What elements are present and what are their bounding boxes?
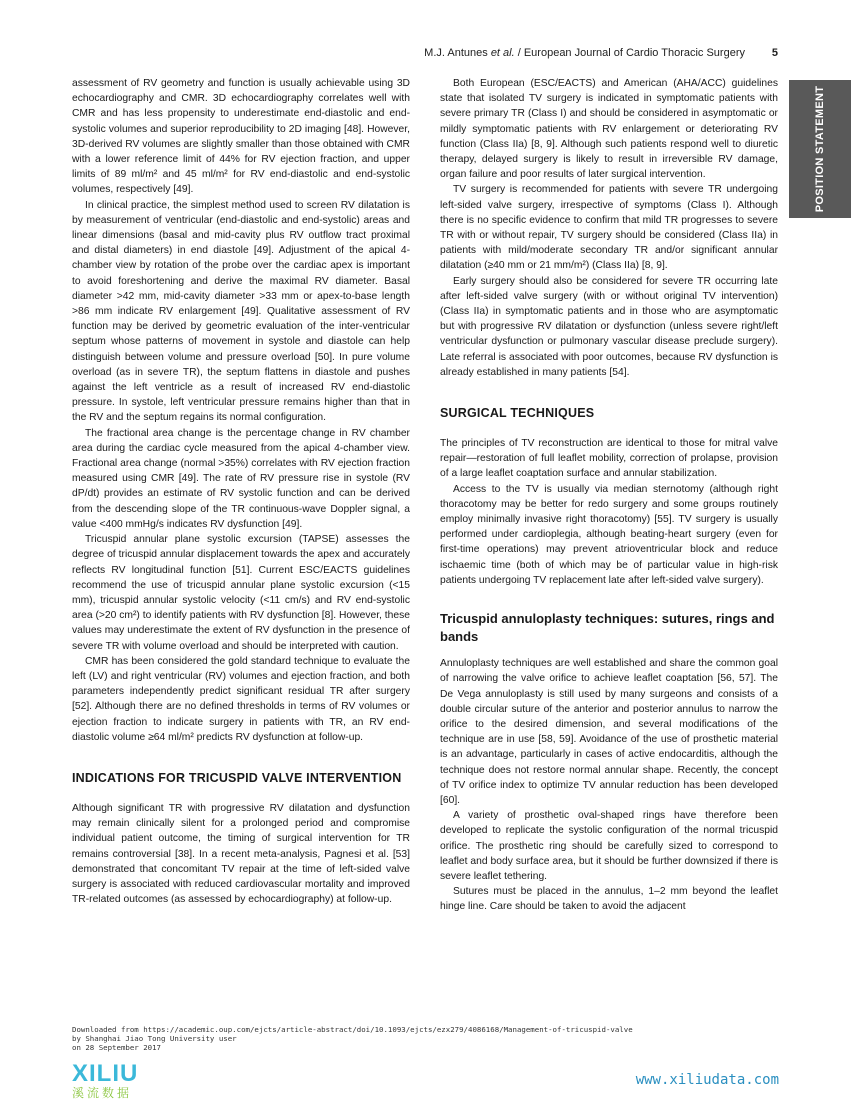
site-url-link[interactable]: www.xiliudata.com xyxy=(635,1072,779,1088)
logo-wordmark: XILIU xyxy=(72,1060,139,1087)
section-heading: SURGICAL TECHNIQUES xyxy=(440,406,595,421)
position-statement-tab xyxy=(789,80,851,218)
paragraph: In clinical practice, the simplest method used to screen RV dilatation is by measurement of ventricular (end-diastolic and end-systolic) areas and linear dimensions (basal and mid-cavity plus RV outflow tract proximal and distal diameters) in end diastole [49]. Adjustment of the apical 4-chamber view by rotation of the probe over the cardiac apex is important to avoid foreshortening and derive the maximal RV diameter. Basal diameter >42 mm, mid-cavity diameter >33 mm or apex-to-base length >86 mm indicate RV enlargement [49]. Qualitative assessment of RV function may be derived by geometric evaluation of the inter-ventricular septum whose patterns of movement in systole and diastole can help distinguish between volume and pressure overload [50]. In pure volume overload (as in severe TR), the septum flattens in diastole and pushes against the left ventricle as a result of increased RV end-diastolic pressure. In systole, left ventricular pressure remains higher than that in the RV and the septum regains its normal configuration. xyxy=(72,199,410,424)
xiliu-logo xyxy=(72,1062,172,1098)
download-date-line: on 28 September 2017 xyxy=(72,1043,161,1053)
paragraph: The fractional area change is the percentage change in RV chamber area during the cardiac cycle measured from the apical 4-chamber view. Fractional area change (normal >35%) correlates with RV ejection fraction measured using CMR [49]. The rate of RV pressure rise in systole (RV dP/dt) provides an estimate of RV systolic function and can be derived from the descending slope of the TR continuous-wave Doppler signal, a value <400 mmHg/s indicates RV dysfunction [49]. xyxy=(72,427,410,530)
page-number: 5 xyxy=(771,47,778,59)
paragraph: Both European (ESC/EACTS) and American (AHA/ACC) guidelines state that isolated TV surgery is indicated in symptomatic patients with severe primary TR (Class I) and should be considered in asymptomatic or mildly symptomatic patients with RV enlargement or deteriorating RV function (Class IIa) [8, 9]. Although such patients respond well to diuretic therapy, delayed surgery is likely to result in irreversible RV damage, organ failure and poor results of later surgical intervention. xyxy=(440,78,778,181)
paragraph: A variety of prosthetic oval-shaped rings have therefore been developed to replicate the systolic configuration of the normal tricuspid orifice. The prosthetic ring should be carefully sized to correspond to leaflet and body surface area, but it should be further downsized if there is severe leaflet tethering. xyxy=(440,810,778,882)
download-user-line: by Shanghai Jiao Tong University user xyxy=(72,1034,237,1044)
paragraph: Early surgery should also be considered for severe TR occurring late after left-sided valve surgery (with or without original TV intervention) (Class IIa) in symptomatic patients and in those who are asymptomatic but with progressive RV dilatation or dysfunction (unless severe right/left ventricular dysfunction or pulmonary vascular disease preclude surgery). Late referral is associated with poor outcomes, because RV dysfunction is already established in many patients [54]. xyxy=(440,275,778,378)
download-notice xyxy=(72,1025,633,1053)
paragraph: Access to the TV is usually via median sternotomy (although right thoracotomy may be better for redo surgery and some groups routinely employ minimally invasive right thoracotomy) [55]. TV surgery is usually performed under cardioplegia, although beating-heart surgery (even for first-time operations) may prevent atrioventricular block and reduce ischaemic time (both of which may be of particular value in high-risk patients undergoing TV replacement late after left-sided valve surgery). xyxy=(440,483,778,586)
left-column xyxy=(72,76,410,907)
paragraph: TV surgery is recommended for patients with severe TR undergoing left-sided valve surgery, irrespective of symptoms (Class I). Although there is no specific evidence to confirm that mild TR progresses to severe TR with or without repair, TV surgery should be considered (Class IIa) in patients with mild/moderate secondary TR and/or significant annular dilatation (≥40 mm or 21 mm/m²) (Class IIa) [8, 9]. xyxy=(440,184,778,272)
paragraph: CMR has been considered the gold standard technique to evaluate the left (LV) and right ventricular (RV) volumes and ejection fraction, and both parameters independently predict significant residual TR after surgery [52]. Although there are no defined thresholds in terms of RV volumes or ejection fraction to indicate surgery in patients with TR, an RV end-diastolic volume ≥64 ml/m² predicts RV dysfunction at follow-up. xyxy=(72,655,410,743)
paragraph: Annuloplasty techniques are well established and share the common goal of narrowing the valve orifice to achieve leaflet coaptation [56, 57]. The De Vega annuloplasty is still used by many surgeons and consists of a double circular suture of the anterior and posterior annulus to narrow the orifice to the desired dimension, and several modifications of the technique are in use [58, 59]. Avoidance of the use of prosthetic material is an advantage, particularly in cases of active endocarditis, although the technique does not restore normal annular shape. Recently, the concept of TV orifice index to optimize TV annular reduction has been developed [60]. xyxy=(440,658,778,806)
paragraph: Although significant TR with progressive RV dilatation and dysfunction may remain clinically silent for a prolonged period and compromise individual patient outcome, the timing of surgical intervention for TR remains controversial [38]. In a recent meta-analysis, Pagnesi et al. [53] demonstrated that concomitant TV repair at the time of left-sided valve surgery is associated with reduced cardiovascular mortality and improved TR-related outcomes (as assessed by echocardiography) at follow-up. xyxy=(72,802,410,906)
download-url-line[interactable]: Downloaded from https://academic.oup.com/ejcts/article-abstract/doi/10.1093/ejcts/ezx279/4086168/Management-of-tricuspid-valve xyxy=(72,1025,633,1034)
subsection-heading: Tricuspid annuloplasty techniques: sutures, rings and bands xyxy=(440,611,775,645)
section-heading: INDICATIONS FOR TRICUSPID VALVE INTERVENTION xyxy=(72,770,402,785)
logo-chinese-text: 溪流数据 xyxy=(72,1086,133,1100)
side-tab-label: POSITION STATEMENT xyxy=(814,85,826,213)
paragraph: The principles of TV reconstruction are identical to those for mitral valve repair—restoration of full leaflet mobility, correction of prolapse, provision of a large leaflet coaptation surface and annular stabilization. xyxy=(440,438,778,480)
paragraph: Tricuspid annular plane systolic excursion (TAPSE) assesses the degree of tricuspid annular displacement towards the apex and accurately reflects RV longitudinal function [51]. Current ESC/EACTS guidelines recommend the use of tricuspid annular plane systolic excursion (<15 mm), tricuspid annular systolic velocity (<11 cm/s) and RV end-systolic area (>20 cm²) to identify patients with RV dysfunction [8]. However, these values may underestimate the extent of RV dysfunction in the presence of severe TR with volume overload and should be interpreted with caution. xyxy=(72,534,410,652)
right-column xyxy=(440,76,778,915)
paragraph: assessment of RV geometry and function is usually achievable using 3D echocardiography and CMR. 3D echocardiography correlates well with CMR and has less propensity to underestimate end-diastolic and end-systolic volumes and superior reproducibility to 2D imaging [48]. However, 3D-derived RV volumes are slightly smaller than those obtained with CMR with a lower reference limit of 44% for RV ejection fraction, and upper limits of 89 ml/m² and 45 ml/m² for RV end-diastolic and end-systolic volumes, respectively [49]. xyxy=(72,78,410,196)
running-title: M.J. Antunes et al. / European Journal of Cardio Thoracic Surgery xyxy=(424,47,745,59)
paragraph: Sutures must be placed in the annulus, 1–2 mm beyond the leaflet hinge line. Care should be taken to avoid the adjacent xyxy=(440,886,778,913)
